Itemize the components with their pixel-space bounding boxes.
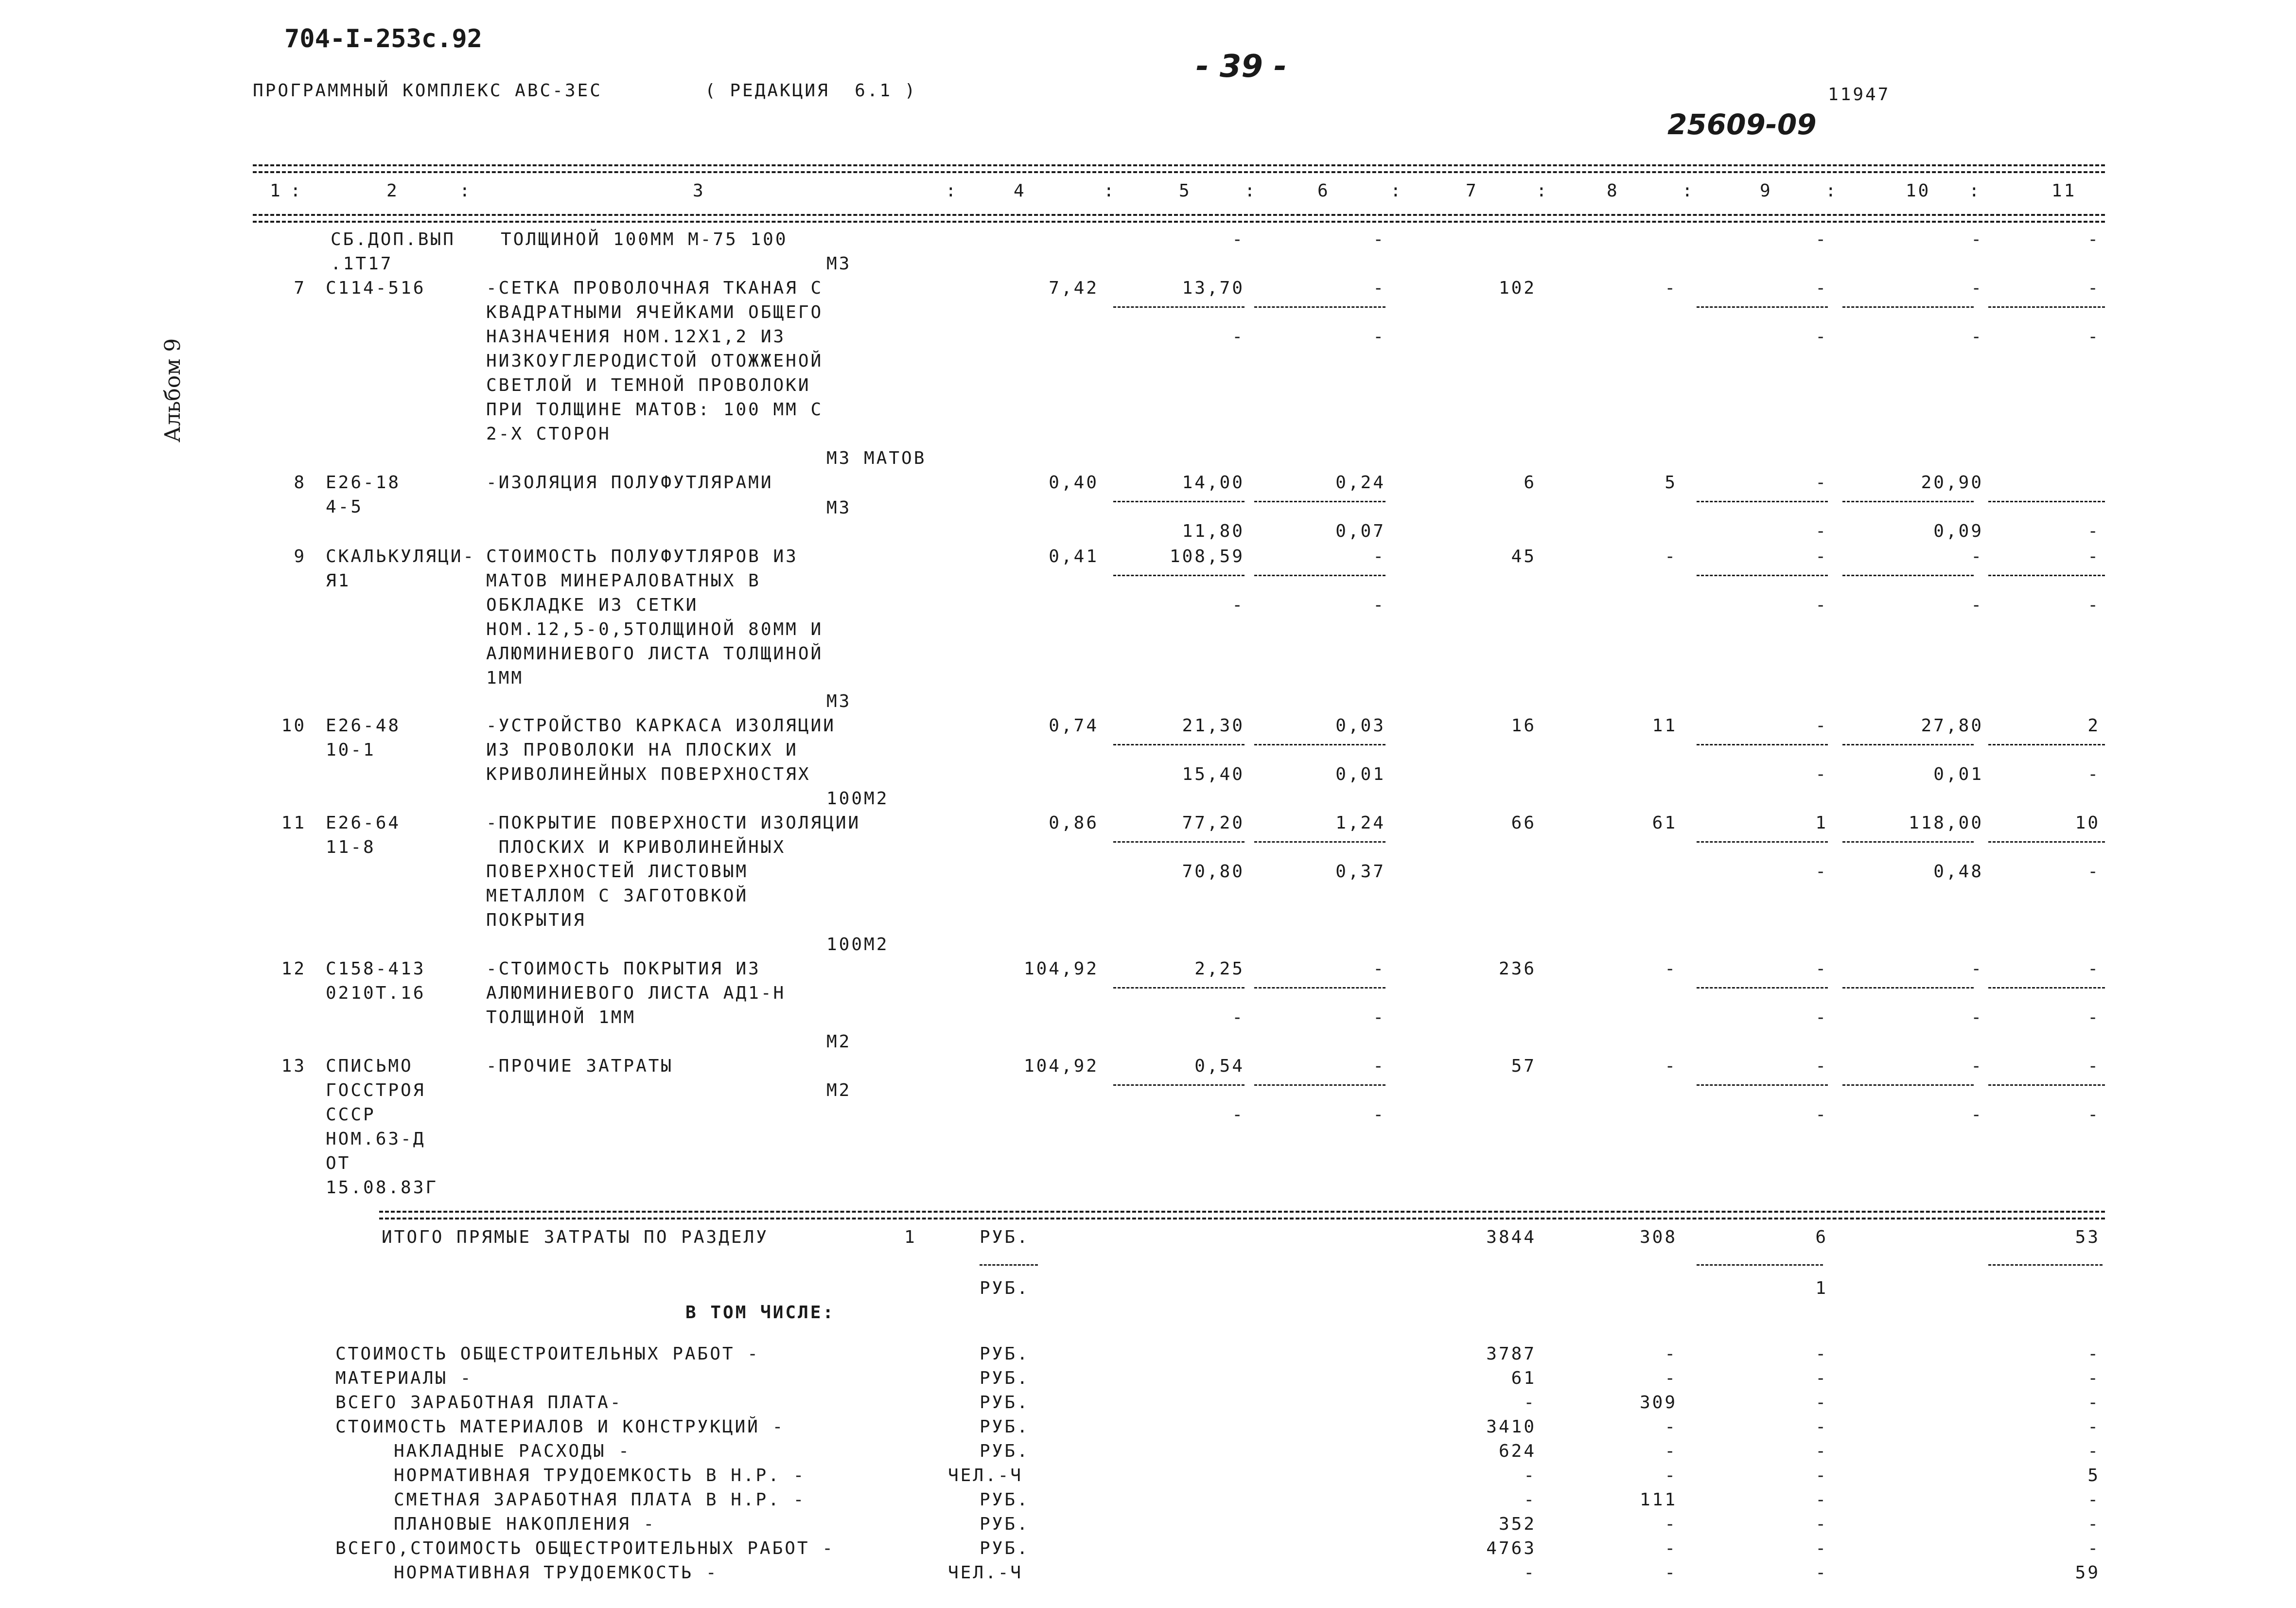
row-code: Е26-64 11-8 bbox=[326, 813, 401, 857]
cell-c6b: - bbox=[1373, 1105, 1385, 1125]
cell-separator bbox=[1697, 744, 1828, 745]
cell-separator bbox=[1842, 501, 1974, 502]
total-unit-2: РУБ. bbox=[980, 1278, 1030, 1298]
summary-label: НАКЛАДНЫЕ РАСХОДЫ - bbox=[394, 1441, 631, 1461]
row-number: 12 bbox=[281, 959, 306, 979]
cell-c11b: - bbox=[2087, 764, 2100, 784]
summary-label: ВСЕГО,СТОИМОСТЬ ОБЩЕСТРОИТЕЛЬНЫХ РАБОТ - bbox=[335, 1538, 835, 1558]
total-unit-rule bbox=[980, 1264, 1038, 1266]
summary-c7: - bbox=[1524, 1393, 1536, 1413]
cell-c9: - bbox=[1815, 547, 1828, 566]
cell-separator bbox=[1697, 1084, 1828, 1086]
row-code: С114-516 bbox=[326, 278, 426, 298]
summary-unit: РУБ. bbox=[980, 1441, 1030, 1461]
including-label: В ТОМ ЧИСЛЕ: bbox=[685, 1303, 836, 1323]
column-header-cell: : bbox=[1825, 181, 1838, 201]
cell-c8: - bbox=[1665, 959, 1677, 979]
summary-c7: 4763 bbox=[1486, 1538, 1536, 1558]
cell-c4: 0,74 bbox=[1049, 716, 1099, 736]
cell-c10: - bbox=[1971, 547, 1983, 566]
cell-c6: - bbox=[1373, 278, 1385, 298]
summary-c7: - bbox=[1524, 1563, 1536, 1583]
column-header-cell: : bbox=[1390, 181, 1403, 201]
summary-c9: - bbox=[1815, 1344, 1828, 1364]
summary-c8: - bbox=[1665, 1466, 1677, 1485]
cell-c11: - bbox=[2087, 1056, 2100, 1076]
header-bottom-rule-2 bbox=[253, 221, 2105, 223]
summary-unit: РУБ. bbox=[980, 1490, 1030, 1510]
cell-separator bbox=[1842, 1084, 1974, 1086]
summary-unit: РУБ. bbox=[980, 1417, 1030, 1437]
cell-c5: 77,20 bbox=[1182, 813, 1244, 833]
cell-c8: - bbox=[1665, 278, 1677, 298]
summary-unit: ЧЕЛ.-Ч bbox=[948, 1563, 1023, 1583]
total-section: 1 bbox=[904, 1227, 917, 1247]
column-header-cell: 2 bbox=[386, 181, 399, 201]
cell-c6: 0,03 bbox=[1335, 716, 1385, 736]
cell-separator bbox=[1113, 744, 1244, 745]
cell-c9: - bbox=[1815, 959, 1828, 979]
summary-c7: - bbox=[1524, 1490, 1536, 1510]
summary-c7: 61 bbox=[1511, 1368, 1536, 1388]
column-header-cell: 9 bbox=[1760, 181, 1772, 201]
cell-c5: 13,70 bbox=[1182, 278, 1244, 298]
total-c9b: 1 bbox=[1815, 1278, 1828, 1298]
page-number: - 39 - bbox=[1196, 49, 1287, 85]
total-label: ИТОГО ПРЯМЫЕ ЗАТРАТЫ ПО РАЗДЕЛУ bbox=[382, 1227, 769, 1247]
row-unit: М2 bbox=[826, 1032, 852, 1052]
summary-label: МАТЕРИАЛЫ - bbox=[335, 1368, 473, 1388]
total-c9-rule bbox=[1697, 1264, 1823, 1266]
row-number: 7 bbox=[294, 278, 306, 298]
cell-c9b: - bbox=[1815, 595, 1828, 615]
cell-separator bbox=[1988, 501, 2105, 502]
summary-c7: 624 bbox=[1498, 1441, 1536, 1461]
summary-c11: - bbox=[2087, 1514, 2100, 1534]
cell-separator bbox=[1113, 306, 1244, 308]
doc-code: 704-I-253с.92 bbox=[284, 24, 482, 53]
cell-separator bbox=[1988, 744, 2105, 745]
cell-separator bbox=[1988, 987, 2105, 989]
row-description: -УСТРОЙСТВО КАРКАСА ИЗОЛЯЦИИ ИЗ ПРОВОЛОКИ НА ПЛОСКИХ И КРИВОЛИНЕЙНЫХ ПОВЕРХНОСТЯХ bbox=[486, 716, 836, 784]
cell-c9b: - bbox=[1815, 1007, 1828, 1027]
summary-unit: РУБ. bbox=[980, 1368, 1030, 1388]
cell-c5: 21,30 bbox=[1182, 716, 1244, 736]
cell-c5: 14,00 bbox=[1182, 473, 1244, 493]
cell-c10b: 0,09 bbox=[1933, 521, 1983, 541]
handwritten-number: 25609-09 bbox=[1667, 108, 1817, 141]
row-code: СПИСЬМО ГОССТРОЯ СССР НОМ.63-Д ОТ 15.08.83Г bbox=[326, 1056, 438, 1198]
row-number: 10 bbox=[281, 716, 306, 736]
summary-c11: - bbox=[2087, 1441, 2100, 1461]
row-unit: 100М2 bbox=[826, 789, 889, 809]
summary-label: ВСЕГО ЗАРАБОТНАЯ ПЛАТА- bbox=[335, 1393, 623, 1413]
cell-c11b: - bbox=[2087, 521, 2100, 541]
cell-separator bbox=[1254, 306, 1385, 308]
cell-c4: 0,41 bbox=[1049, 547, 1099, 566]
cell-separator bbox=[1113, 841, 1244, 843]
summary-label: СТОИМОСТЬ МАТЕРИАЛОВ И КОНСТРУКЦИЙ - bbox=[335, 1417, 785, 1437]
row-unit: М3 МАТОВ bbox=[826, 448, 927, 468]
row-description: -СЕТКА ПРОВОЛОЧНАЯ ТКАНАЯ С КВАДРАТНЫМИ ЯЧЕЙКАМИ ОБЩЕГО НАЗНАЧЕНИЯ НОМ.12Х1,2 ИЗ НИЗКОУГЛЕРОДИСТОЙ ОТОЖЖЕНОЙ СВЕТЛОЙ И ТЕМНОЙ ПРОВОЛОКИ ПРИ ТОЛЩИНЕ МАТОВ: 100 ММ С 2-Х СТОРОН bbox=[486, 278, 824, 444]
cell-c5b: 70,80 bbox=[1182, 862, 1244, 882]
row-description: -ИЗОЛЯЦИЯ ПОЛУФУТЛЯРАМИ bbox=[486, 473, 773, 493]
cell-c11: 2 bbox=[2087, 716, 2100, 736]
cell-c4: 104,92 bbox=[1023, 959, 1099, 979]
cell-c11: - bbox=[2087, 547, 2100, 566]
row-description: СТОИМОСТЬ ПОЛУФУТЛЯРОВ ИЗ МАТОВ МИНЕРАЛОВАТНЫХ В ОБКЛАДКЕ ИЗ СЕТКИ НОМ.12,5-0,5ТОЛЩИНОЙ 80ММ И АЛЮМИНИЕВОГО ЛИСТА ТОЛЩИНОЙ 1ММ bbox=[486, 547, 824, 688]
column-header-cell: 7 bbox=[1466, 181, 1478, 201]
cell-c11b: - bbox=[2087, 327, 2100, 347]
summary-label: СМЕТНАЯ ЗАРАБОТНАЯ ПЛАТА В Н.Р. - bbox=[394, 1490, 806, 1510]
summary-unit: РУБ. bbox=[980, 1538, 1030, 1558]
summary-label: СТОИМОСТЬ ОБЩЕСТРОИТЕЛЬНЫХ РАБОТ - bbox=[335, 1344, 760, 1364]
cell-c6b: 0,37 bbox=[1335, 862, 1385, 882]
cell-separator bbox=[1254, 744, 1385, 745]
row-unit: М3 bbox=[826, 254, 852, 274]
row-unit: М3 bbox=[826, 691, 852, 711]
cell-c11: 10 bbox=[2075, 813, 2100, 833]
cell-separator bbox=[1254, 501, 1385, 502]
cell-separator bbox=[1254, 575, 1385, 576]
row-description: -ПОКРЫТИЕ ПОВЕРХНОСТИ ИЗОЛЯЦИИ ПЛОСКИХ И КРИВОЛИНЕЙНЫХ ПОВЕРХНОСТЕЙ ЛИСТОВЫМ МЕТАЛЛОМ С ЗАГОТОВКОЙ ПОКРЫТИЯ bbox=[486, 813, 861, 930]
cell-c7: 57 bbox=[1511, 1056, 1536, 1076]
summary-c11: - bbox=[2087, 1393, 2100, 1413]
cell-c10: 118,00 bbox=[1908, 813, 1983, 833]
column-header-cell: : bbox=[1104, 181, 1116, 201]
summary-c7: 3787 bbox=[1486, 1344, 1536, 1364]
cell-c6b: - bbox=[1373, 1007, 1385, 1027]
column-header-cell: 4 bbox=[1014, 181, 1026, 201]
summary-c9: - bbox=[1815, 1393, 1828, 1413]
row-code: СКАЛЬКУЛЯЦИ- Я1 bbox=[326, 547, 476, 591]
summary-c11: - bbox=[2087, 1344, 2100, 1364]
cell-c4: 104,92 bbox=[1023, 1056, 1099, 1076]
cell-separator bbox=[1842, 306, 1974, 308]
cell-separator bbox=[1254, 841, 1385, 843]
cell-separator bbox=[1988, 841, 2105, 843]
cell-c5: 0,54 bbox=[1194, 1056, 1244, 1076]
summary-unit: РУБ. bbox=[980, 1393, 1030, 1413]
cell-c10: - bbox=[1971, 230, 1983, 249]
cell-separator bbox=[1113, 987, 1244, 989]
summary-c8: - bbox=[1665, 1417, 1677, 1437]
cell-separator bbox=[1254, 987, 1385, 989]
cell-c6: - bbox=[1373, 1056, 1385, 1076]
summary-c9: - bbox=[1815, 1563, 1828, 1583]
cell-c11b: - bbox=[2087, 862, 2100, 882]
row-code: СБ.ДОП.ВЫП .1Т17 bbox=[331, 230, 456, 274]
column-header-cell: : bbox=[1969, 181, 1981, 201]
cell-separator bbox=[1697, 841, 1828, 843]
summary-c9: - bbox=[1815, 1368, 1828, 1388]
cell-c9b: - bbox=[1815, 764, 1828, 784]
header-top-rule-2 bbox=[253, 171, 2105, 173]
summary-c11: - bbox=[2087, 1490, 2100, 1510]
edition-label: ( РЕДАКЦИЯ 6.1 ) bbox=[705, 81, 917, 101]
cell-separator bbox=[1842, 575, 1974, 576]
summary-c7: - bbox=[1524, 1466, 1536, 1485]
cell-c9b: - bbox=[1815, 862, 1828, 882]
cell-c10: - bbox=[1971, 959, 1983, 979]
cell-c9b: - bbox=[1815, 1105, 1828, 1125]
cell-separator bbox=[1113, 501, 1244, 502]
summary-c7: 3410 bbox=[1486, 1417, 1536, 1437]
cell-c8: 5 bbox=[1665, 473, 1677, 493]
cell-c11b: - bbox=[2087, 595, 2100, 615]
cell-c11: - bbox=[2087, 278, 2100, 298]
summary-label: НОРМАТИВНАЯ ТРУДОЕМКОСТЬ В Н.Р. - bbox=[394, 1466, 806, 1485]
column-header-cell: : bbox=[1536, 181, 1549, 201]
column-header-cell: : bbox=[946, 181, 958, 201]
column-header-cell: : bbox=[459, 181, 472, 201]
cell-c5b: - bbox=[1232, 1007, 1244, 1027]
row-number: 9 bbox=[294, 547, 306, 566]
column-header-cell: : bbox=[1682, 181, 1695, 201]
column-header-cell: : bbox=[1244, 181, 1257, 201]
row-unit: М3 bbox=[826, 498, 852, 518]
cell-c8: 11 bbox=[1652, 716, 1677, 736]
cell-c9: - bbox=[1815, 1056, 1828, 1076]
summary-c11: - bbox=[2087, 1417, 2100, 1437]
cell-c10b: - bbox=[1971, 327, 1983, 347]
summary-c8: - bbox=[1665, 1538, 1677, 1558]
cell-c11: - bbox=[2087, 230, 2100, 249]
cell-c5b: 11,80 bbox=[1182, 521, 1244, 541]
total-c7: 3844 bbox=[1486, 1227, 1536, 1247]
cell-c7: 6 bbox=[1524, 473, 1536, 493]
column-header-cell: 6 bbox=[1317, 181, 1330, 201]
summary-c9: - bbox=[1815, 1538, 1828, 1558]
cell-c5b: - bbox=[1232, 595, 1244, 615]
cell-c6: 1,24 bbox=[1335, 813, 1385, 833]
summary-c11: - bbox=[2087, 1368, 2100, 1388]
summary-label: ПЛАНОВЫЕ НАКОПЛЕНИЯ - bbox=[394, 1514, 656, 1534]
cell-c10b: 0,48 bbox=[1933, 862, 1983, 882]
cell-c6b: - bbox=[1373, 327, 1385, 347]
cell-separator bbox=[1842, 744, 1974, 745]
total-c8: 308 bbox=[1639, 1227, 1677, 1247]
summary-c8: - bbox=[1665, 1368, 1677, 1388]
cell-c6: - bbox=[1373, 959, 1385, 979]
total-rule-2 bbox=[379, 1218, 2105, 1219]
cell-c5: 2,25 bbox=[1194, 959, 1244, 979]
header-top-rule bbox=[253, 164, 2105, 166]
summary-c11: - bbox=[2087, 1538, 2100, 1558]
cell-c9: - bbox=[1815, 716, 1828, 736]
album-label: Альбом 9 bbox=[160, 338, 185, 442]
cell-c5: 108,59 bbox=[1169, 547, 1244, 566]
cell-c10b: - bbox=[1971, 595, 1983, 615]
cell-c6: - bbox=[1373, 230, 1385, 249]
summary-c8: - bbox=[1665, 1441, 1677, 1461]
cell-c6b: 0,07 bbox=[1335, 521, 1385, 541]
cell-c9b: - bbox=[1815, 521, 1828, 541]
summary-c9: - bbox=[1815, 1441, 1828, 1461]
summary-label: НОРМАТИВНАЯ ТРУДОЕМКОСТЬ - bbox=[394, 1563, 719, 1583]
cell-separator bbox=[1113, 575, 1244, 576]
summary-c8: - bbox=[1665, 1514, 1677, 1534]
cell-c4: 0,40 bbox=[1049, 473, 1099, 493]
total-unit: РУБ. bbox=[980, 1227, 1030, 1247]
cell-c10: 20,90 bbox=[1921, 473, 1983, 493]
column-header-cell: 3 bbox=[693, 181, 705, 201]
summary-c7: 352 bbox=[1498, 1514, 1536, 1534]
cell-c6b: - bbox=[1373, 595, 1385, 615]
row-unit: 100М2 bbox=[826, 935, 889, 954]
summary-c9: - bbox=[1815, 1466, 1828, 1485]
cell-separator bbox=[1842, 987, 1974, 989]
cell-separator bbox=[1842, 841, 1974, 843]
cell-c7: 236 bbox=[1498, 959, 1536, 979]
total-c9: 6 bbox=[1815, 1227, 1828, 1247]
column-header-cell: 10 bbox=[1906, 181, 1931, 201]
cell-c9: 1 bbox=[1815, 813, 1828, 833]
cell-c10b: - bbox=[1971, 1007, 1983, 1027]
column-header-cell: 8 bbox=[1607, 181, 1619, 201]
summary-unit: РУБ. bbox=[980, 1514, 1030, 1534]
summary-c11: 5 bbox=[2087, 1466, 2100, 1485]
cell-c11: - bbox=[2087, 959, 2100, 979]
summary-c11: 59 bbox=[2075, 1563, 2100, 1583]
cell-c7: 16 bbox=[1511, 716, 1536, 736]
summary-unit: ЧЕЛ.-Ч bbox=[948, 1466, 1023, 1485]
row-code: Е26-48 10-1 bbox=[326, 716, 401, 760]
code-right: 11947 bbox=[1828, 85, 1891, 105]
row-number: 13 bbox=[281, 1056, 306, 1076]
cell-separator bbox=[1988, 575, 2105, 576]
cell-c9: - bbox=[1815, 473, 1828, 493]
summary-c8: 111 bbox=[1639, 1490, 1677, 1510]
cell-c11b: - bbox=[2087, 1105, 2100, 1125]
column-header-cell: : bbox=[290, 181, 303, 201]
column-header-cell: 5 bbox=[1179, 181, 1192, 201]
summary-c9: - bbox=[1815, 1514, 1828, 1534]
summary-c9: - bbox=[1815, 1417, 1828, 1437]
cell-c8: - bbox=[1665, 1056, 1677, 1076]
cell-c7: 45 bbox=[1511, 547, 1536, 566]
cell-c4: 0,86 bbox=[1049, 813, 1099, 833]
row-description: ТОЛЩИНОЙ 100ММ М-75 100 bbox=[501, 230, 788, 249]
cell-c7: 66 bbox=[1511, 813, 1536, 833]
summary-unit: РУБ. bbox=[980, 1344, 1030, 1364]
cell-c9: - bbox=[1815, 230, 1828, 249]
column-header-cell: 1 bbox=[270, 181, 282, 201]
cell-c9b: - bbox=[1815, 327, 1828, 347]
cell-c5b: 15,40 bbox=[1182, 764, 1244, 784]
cell-separator bbox=[1988, 306, 2105, 308]
cell-separator bbox=[1697, 575, 1828, 576]
cell-c10: 27,80 bbox=[1921, 716, 1983, 736]
summary-c8: - bbox=[1665, 1563, 1677, 1583]
cell-separator bbox=[1697, 306, 1828, 308]
cell-c8: - bbox=[1665, 547, 1677, 566]
program-title: ПРОГРАММНЫЙ КОМПЛЕКС АВС-ЗЕС bbox=[253, 81, 602, 101]
cell-c5b: - bbox=[1232, 1105, 1244, 1125]
cell-c8: 61 bbox=[1652, 813, 1677, 833]
row-description: -СТОИМОСТЬ ПОКРЫТИЯ ИЗ АЛЮМИНИЕВОГО ЛИСТА АД1-Н ТОЛЩИНОЙ 1ММ bbox=[486, 959, 786, 1027]
cell-c5: - bbox=[1232, 230, 1244, 249]
row-code: С158-413 0210Т.16 bbox=[326, 959, 426, 1003]
cell-c6b: 0,01 bbox=[1335, 764, 1385, 784]
cell-separator bbox=[1113, 1084, 1244, 1086]
cell-c10: - bbox=[1971, 278, 1983, 298]
row-code: Е26-18 4-5 bbox=[326, 473, 401, 517]
cell-c10b: 0,01 bbox=[1933, 764, 1983, 784]
row-number: 11 bbox=[281, 813, 306, 833]
cell-c9: - bbox=[1815, 278, 1828, 298]
cell-c7: 102 bbox=[1498, 278, 1536, 298]
cell-c6: 0,24 bbox=[1335, 473, 1385, 493]
cell-c10: - bbox=[1971, 1056, 1983, 1076]
cell-c5b: - bbox=[1232, 327, 1244, 347]
cell-c10b: - bbox=[1971, 1105, 1983, 1125]
column-header-cell: 11 bbox=[2051, 181, 2077, 201]
row-description: -ПРОЧИЕ ЗАТРАТЫ bbox=[486, 1056, 674, 1076]
summary-c8: - bbox=[1665, 1344, 1677, 1364]
cell-separator bbox=[1697, 501, 1828, 502]
total-c11-rule bbox=[1988, 1264, 2103, 1266]
cell-c4: 7,42 bbox=[1049, 278, 1099, 298]
cell-c11b: - bbox=[2087, 1007, 2100, 1027]
summary-c9: - bbox=[1815, 1490, 1828, 1510]
cell-c6: - bbox=[1373, 547, 1385, 566]
row-number: 8 bbox=[294, 473, 306, 493]
total-rule bbox=[379, 1211, 2105, 1213]
cell-separator bbox=[1697, 987, 1828, 989]
cell-separator bbox=[1988, 1084, 2105, 1086]
header-bottom-rule bbox=[253, 214, 2105, 216]
row-unit: М2 bbox=[826, 1080, 852, 1100]
summary-c8: 309 bbox=[1639, 1393, 1677, 1413]
cell-separator bbox=[1254, 1084, 1385, 1086]
total-c11: 53 bbox=[2075, 1227, 2100, 1247]
